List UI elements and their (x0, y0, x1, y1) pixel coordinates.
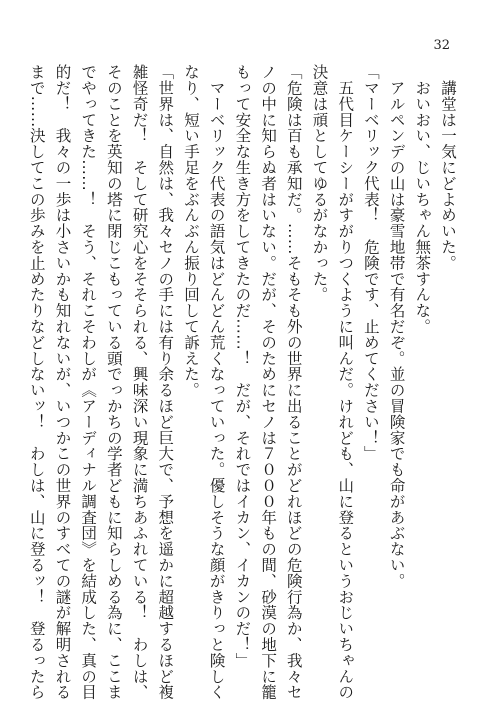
text-line: もって安全な生き方をしてきたのだ……！ だが、それではイカン、イカンのだ！」 (233, 64, 252, 669)
text-line: 的だ！ 我々の一歩は小さいかも知れないが、いつかこの世界のすべての謎が解明される (53, 64, 72, 700)
vertical-text-body (23, 64, 460, 700)
text-line: マーベリック代表の語気はどんどん荒くなっていった。優しそうな顔がきりっと険しく (207, 64, 226, 700)
text-line: 五代目ケーシーがすがりつくように叫んだ。けれども、山に登るというおじいちゃんの (336, 64, 355, 700)
text-line: 「世界は、自然は、我々セノの手には有り余るほど巨大で、予想を遥かに超越するほど複 (156, 64, 175, 700)
text-line: 「マーベリック代表！ 危険です、止めてください！」 (361, 64, 380, 462)
text-line: 「危険は百も承知だ。……そもそも外の世界に出ることがどれほどの危険行為か、我々セ (284, 64, 303, 700)
text-line: 講堂は一気にどよめいた。 (439, 64, 457, 271)
text-line: そのことを英知の塔に閉じこもっている頭でっかちの学者どもに知らしめる為に、ここま (104, 64, 123, 700)
page-number: 32 (433, 38, 450, 53)
text-line: 雑怪奇だ！ そして研究心をそそられる、興味深い現象に満ちあふれている！ わしは、 (130, 64, 149, 700)
text-line: でやってきた……！ そう、それこそわしが《アーディナル調査団》を結成した、真の目 (79, 64, 98, 700)
text-line: アルペンデの山は豪雪地帯で有名だぞ。並の冒険家でも命があぶない。 (387, 64, 406, 589)
text-line: 決意は頑としてゆるがなかった。 (310, 64, 329, 303)
text-line: ノの中に知らぬ者はいない。だが、そのためにセノは７０００年もの間、砂漠の地下に籠 (259, 64, 278, 700)
text-line: なり、短い手足をぶんぶん振り回して訴えた。 (181, 64, 200, 398)
text-line: まで……決してこの歩みを止めたりなどしないッ！ わしは、山に登るッ！ 登るったら (27, 64, 46, 700)
text-line: おいおい、じいちゃん無茶すんな。 (413, 64, 432, 335)
